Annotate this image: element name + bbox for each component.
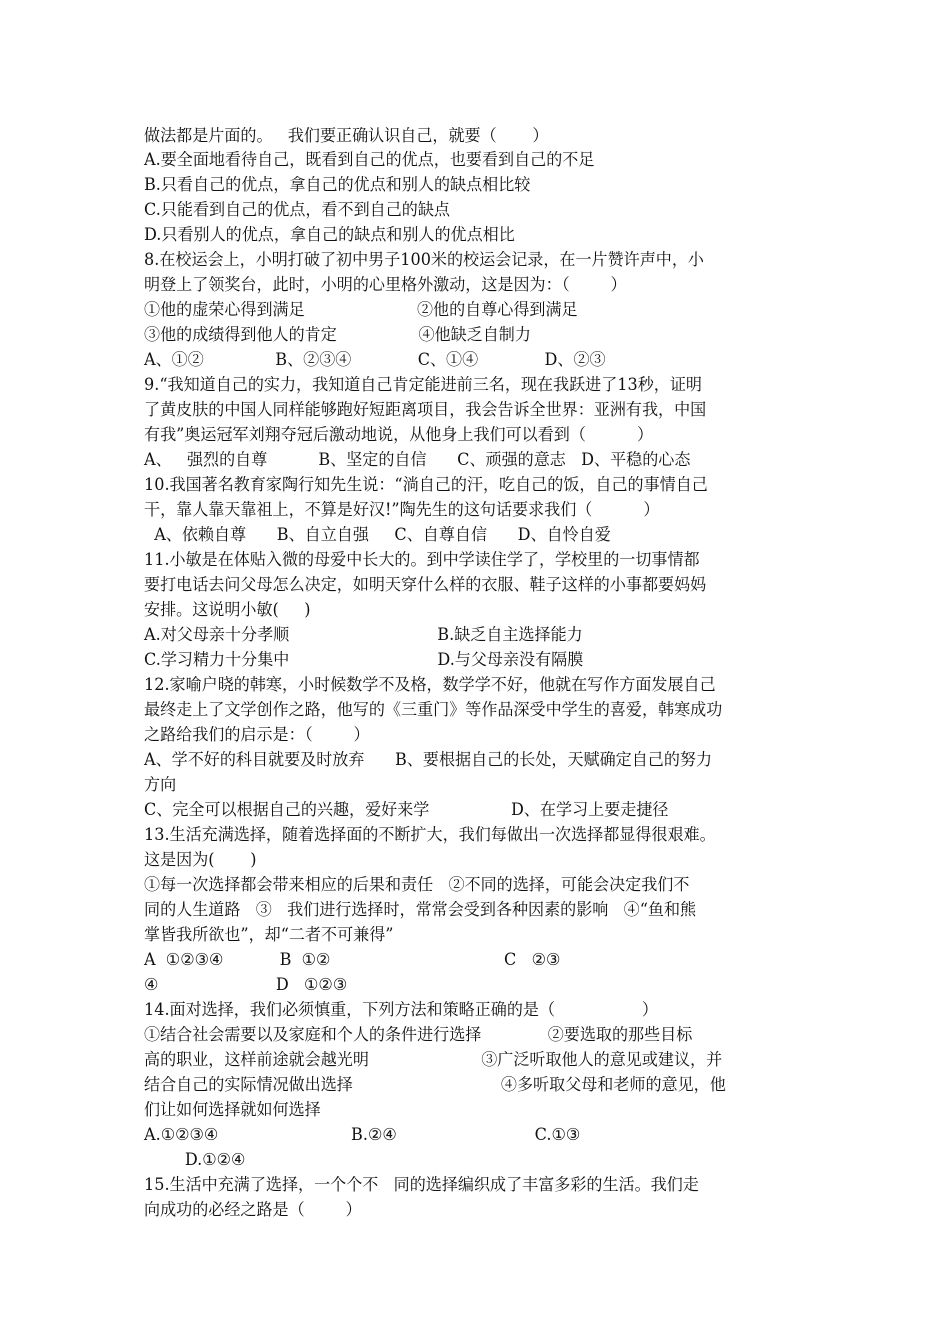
option-line: ③他的成绩得到他人的肯定 ④他缺乏自制力 — [144, 325, 531, 344]
question-13: 13.生活充满选择，随着选择面的不断扩大，我们每做出一次选择都显得很艰难。 — [144, 825, 716, 844]
text-line: 干，靠人靠天靠祖上，不算是好汉!”陶先生的这句话要求我们（ ） — [144, 500, 660, 519]
option-line: D.①②④ — [144, 1150, 246, 1169]
question-11: 11.小敏是在体贴入微的母爱中长大的。到中学读住学了，学校里的一切事情都 — [144, 550, 700, 569]
text-line: 有我”奥运冠军刘翔夺冠后激动地说，从他身上我们可以看到（ ） — [144, 425, 654, 444]
text-line: 高的职业，这样前途就会越光明 ③广泛听取他人的意见或建议，并 — [144, 1050, 723, 1069]
text-line: 向成功的必经之路是（ ） — [144, 1200, 362, 1219]
option-line: A、①② B、②③④ C、①④ D、②③ — [144, 350, 606, 369]
text-line: ①结合社会需要以及家庭和个人的条件进行选择 ②要选取的那些目标 — [144, 1025, 693, 1044]
text-line: 安排。这说明小敏( ) — [144, 600, 311, 619]
option-line: A.要全面地看待自己，既看到自己的优点，也要看到自己的不足 — [144, 150, 595, 169]
question-15: 15.生活中充满了选择，一个个不 同的选择编织成了丰富多彩的生活。我们走 — [144, 1175, 699, 1194]
text-line: 要打电话去问父母怎么决定，如明天穿什么样的衣服、鞋子这样的小事都要妈妈 — [144, 575, 707, 594]
text-line: 之路给我们的启示是：（ ） — [144, 725, 370, 744]
text-line: 了黄皮肤的中国人同样能够跑好短距离项目，我会告诉全世界：亚洲有我，中国 — [144, 400, 707, 419]
option-line: 方向 — [144, 775, 177, 794]
text-line: 结合自己的实际情况做出选择 ④多听取父母和老师的意见，他 — [144, 1075, 726, 1094]
question-10: 10.我国著名教育家陶行知先生说：“淌自己的汗，吃自己的饭，自己的事情自己 — [144, 475, 708, 494]
text-line: 同的人生道路 ③ 我们进行选择时，常常会受到各种因素的影响 ④“鱼和熊 — [144, 900, 697, 919]
question-12: 12.家喻户晓的韩寒，小时候数学不及格，数学学不好，他就在写作方面发展自己 — [144, 675, 716, 694]
option-line: C.只能看到自己的优点，看不到自己的缺点 — [144, 200, 450, 219]
question-14: 14.面对选择，我们必须慎重，下列方法和策略正确的是（ ） — [144, 1000, 658, 1019]
text-line: 最终走上了文学创作之路，他写的《三重门》等作品深受中学生的喜爱，韩寒成功 — [144, 700, 723, 719]
question-9: 9.“我知道自己的实力，我知道自己肯定能进前三名，现在我跃进了13秒，证明 — [144, 375, 702, 394]
text-line: ①每一次选择都会带来相应的后果和责任 ②不同的选择，可能会决定我们不 — [144, 875, 690, 894]
option-line: C、完全可以根据自己的兴趣，爱好来学 D、在学习上要走捷径 — [144, 800, 669, 819]
option-line: B.只看自己的优点，拿自己的优点和别人的缺点相比较 — [144, 175, 531, 194]
option-line: A、 强烈的自尊 B、坚定的自信 C、顽强的意志 D、平稳的心态 — [144, 450, 691, 469]
question-8: 8.在校运会上，小明打破了初中男子100米的校运会记录，在一片赞许声中，小 — [144, 250, 705, 269]
option-line: A ①②③④ B ①② C ②③ — [144, 950, 561, 969]
text-line: 这是因为( ) — [144, 850, 257, 869]
option-line: ①他的虚荣心得到满足 ②他的自尊心得到满足 — [144, 300, 578, 319]
option-line: A、依赖自尊 B、自立自强 C、自尊自信 D、自怜自爱 — [144, 525, 611, 544]
text-line: 们让如何选择就如何选择 — [144, 1100, 321, 1119]
option-line: A.①②③④ B.②④ C.①③ — [144, 1125, 581, 1144]
option-line: C.学习精力十分集中 D.与父母亲没有隔膜 — [144, 650, 584, 669]
text-line: 明登上了领奖台，此时，小明的心里格外激动，这是因为：（ ） — [144, 275, 627, 294]
option-line: A、学不好的科目就要及时放弃 B、要根据自己的长处，天赋确定自己的努力 — [144, 750, 713, 769]
option-line: D.只看别人的优点，拿自己的缺点和别人的优点相比 — [144, 225, 515, 244]
option-line: ④ D ①②③ — [144, 975, 348, 994]
option-line: A.对父母亲十分孝顺 B.缺乏自主选择能力 — [144, 625, 583, 644]
text-line: 掌皆我所欲也”，却“二者不可兼得” — [144, 925, 394, 944]
text-line: 做法都是片面的。 我们要正确认识自己，就要（ ） — [144, 126, 549, 145]
